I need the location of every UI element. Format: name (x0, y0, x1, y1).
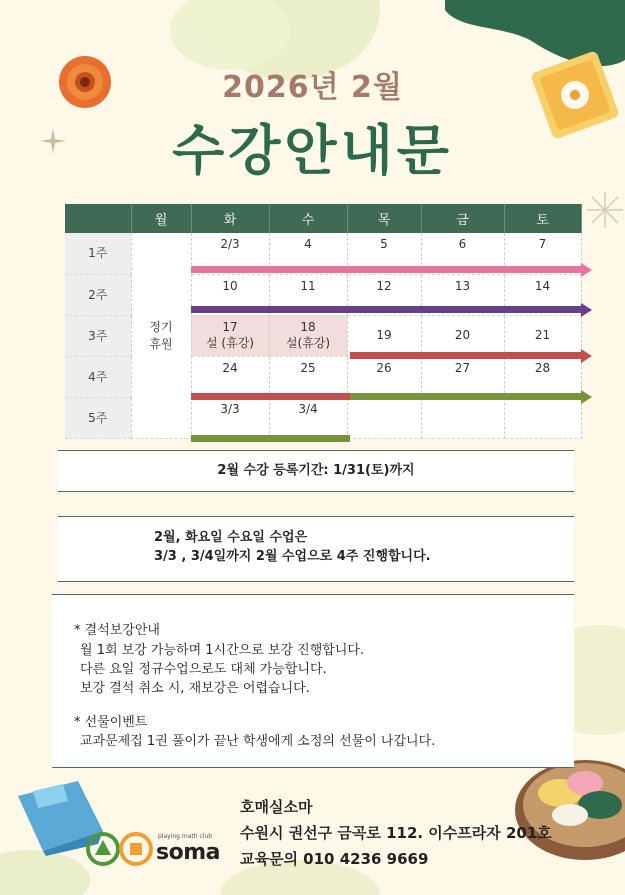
gift-heading: * 선물이벤트 (74, 715, 148, 730)
notice-line: 교과문제집 1권 풀이가 끝난 학생에게 소정의 선물이 나갑니다. (80, 734, 436, 749)
arrow-head-icon (581, 263, 592, 277)
logo-mark-icon (86, 830, 158, 868)
date-number: 17 (222, 319, 238, 334)
arrow-head-icon (581, 390, 592, 404)
notice-line: 3/3 , 3/4일까지 2월 수업으로 4주 진행합니다. (154, 549, 431, 564)
makeup-gift-notice (52, 594, 574, 768)
holiday-label: 설(휴강) (285, 335, 331, 350)
holiday-cell (191, 315, 269, 356)
monday-note: 휴원 (149, 336, 173, 351)
date-cell: 19 (347, 315, 421, 356)
page-subtitle: 2026년 2월 (222, 70, 403, 105)
footer-address: 수원시 권선구 금곡로 112. 이수프라자 201호 (240, 824, 552, 842)
sparkle-icon (585, 190, 625, 230)
week4-tuewed-bar (191, 393, 350, 400)
soma-logo (86, 830, 228, 870)
date-cell: 4 (269, 233, 347, 274)
arrow-head-icon (581, 303, 592, 317)
holiday-label: 설 (휴강) (206, 335, 254, 350)
week4-class-bar (350, 393, 581, 400)
logo-tagline: playing math club (158, 833, 213, 840)
date-cell: 7 (504, 233, 581, 274)
week-label: 5주 (65, 397, 131, 438)
header-cell: 수 (269, 204, 347, 233)
schedule-calendar (65, 204, 582, 439)
week5-tuewed-bar (191, 435, 350, 442)
date-cell: 27 (421, 356, 504, 397)
arrow-head-icon (581, 349, 592, 363)
date-cell: 3/4 (269, 397, 347, 438)
date-cell (504, 397, 581, 438)
date-cell (421, 397, 504, 438)
page-title: 수강안내문 (172, 119, 453, 182)
rice-cake-plate-icon (515, 755, 625, 865)
header-cell: 화 (191, 204, 269, 233)
date-cell: 20 (421, 315, 504, 356)
footer-branch: 호매실소마 (240, 798, 313, 816)
week1-class-bar (191, 266, 581, 273)
footer-contact: 교육문의 010 4236 9669 (240, 850, 429, 868)
week3-class-bar (350, 352, 581, 359)
date-cell: 26 (347, 356, 421, 397)
notice-line: 2월, 화요일 수요일 수업은 (154, 530, 308, 545)
week-label: 3주 (65, 315, 131, 356)
date-cell: 5 (347, 233, 421, 274)
date-cell: 14 (504, 274, 581, 315)
date-cell: 25 (269, 356, 347, 397)
header-cell: 토 (504, 204, 581, 233)
registration-notice (58, 450, 574, 492)
header-cell (65, 204, 131, 233)
header-cell: 월 (131, 204, 191, 233)
date-cell: 11 (269, 274, 347, 315)
registration-text: 2월 수강 등록기간: 1/31(토)까지 (217, 463, 415, 478)
date-cell: 10 (191, 274, 269, 315)
date-cell (347, 397, 421, 438)
tuewed-notice (58, 516, 574, 582)
week-label: 2주 (65, 274, 131, 315)
date-cell: 21 (504, 315, 581, 356)
week-label: 4주 (65, 356, 131, 397)
notice-line: 월 1회 보강 가능하며 1시간으로 보강 진행합니다. (80, 643, 365, 658)
makeup-heading: * 결석보강안내 (74, 623, 160, 638)
date-cell: 24 (191, 356, 269, 397)
week2-class-bar (191, 306, 581, 313)
holiday-cell (269, 315, 347, 356)
notice-line: 보강 결석 취소 시, 재보강은 어렵습니다. (80, 681, 310, 696)
header-cell: 금 (421, 204, 504, 233)
date-cell: 2/3 (191, 233, 269, 274)
date-cell: 6 (421, 233, 504, 274)
logo-brand: soma (156, 840, 220, 865)
calendar-header-row (65, 204, 581, 233)
monday-closed-cell (131, 233, 191, 438)
date-cell: 12 (347, 274, 421, 315)
notice-line: 다른 요일 정규수업으로도 대체 가능합니다. (80, 662, 327, 677)
date-cell: 28 (504, 356, 581, 397)
week-label: 1주 (65, 233, 131, 274)
header-cell: 목 (347, 204, 421, 233)
date-cell: 3/3 (191, 397, 269, 438)
date-number: 18 (300, 319, 316, 334)
date-cell: 13 (421, 274, 504, 315)
monday-note: 정기 (149, 319, 173, 334)
